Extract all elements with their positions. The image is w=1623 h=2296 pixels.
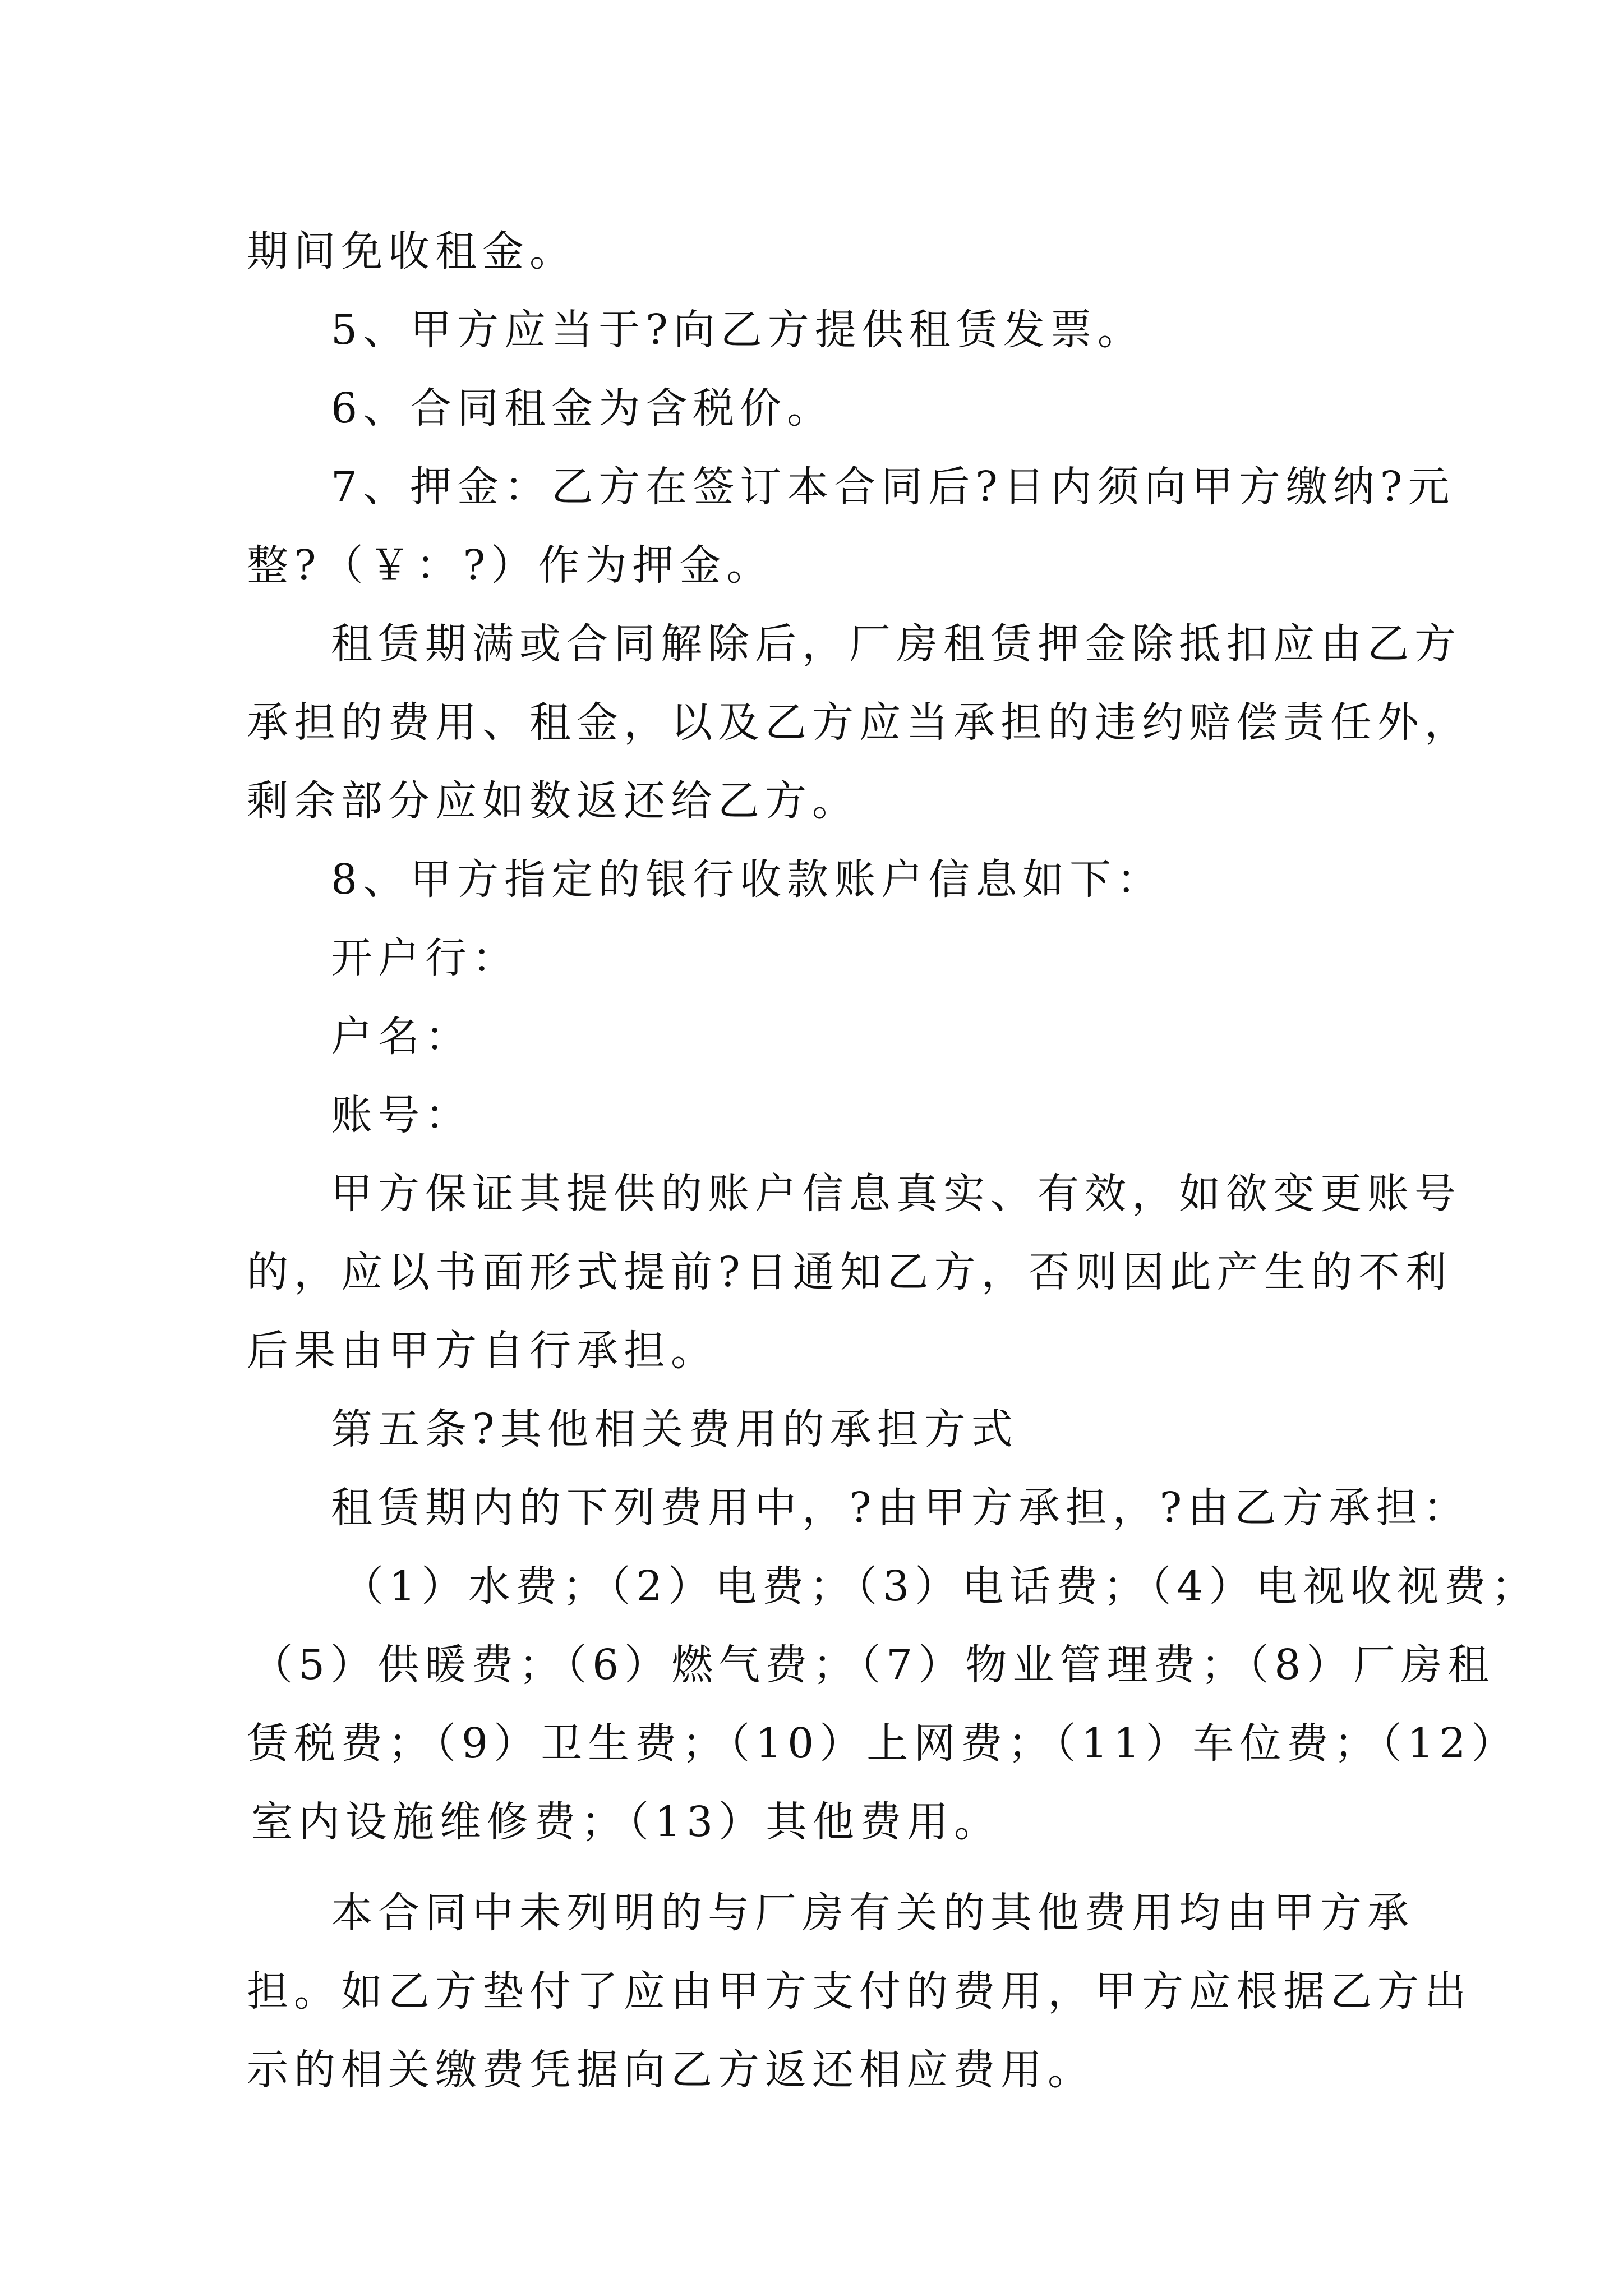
paragraph-line: 剩余部分应如数返还给乙方。 — [247, 777, 859, 825]
paragraph-line: 租赁期满或合同解除后，厂房租赁押金除抵扣应由乙方 — [331, 620, 1461, 668]
document-body — [247, 212, 1539, 2109]
paragraph-line: 承担的费用、租金，以及乙方应当承担的违约赔偿责任外， — [247, 698, 1472, 747]
paragraph-line: 5、甲方应当于?向乙方提供租赁发票。 — [331, 306, 1145, 354]
fee-list-line: 室内设施维修费；（13）其他费用。 — [251, 1798, 1002, 1846]
fee-list-line: （5）供暖费；（6）燃气费；（7）物业管理费；（8）厂房租 — [251, 1641, 1495, 1689]
paragraph-line: 甲方保证其提供的账户信息真实、有效，如欲变更账号 — [331, 1170, 1461, 1218]
article-heading: 第五条?其他相关费用的承担方式 — [331, 1405, 1018, 1453]
paragraph-line: 示的相关缴费凭据向乙方返还相应费用。 — [247, 2046, 1095, 2094]
paragraph-line: 担。如乙方垫付了应由甲方支付的费用，甲方应根据乙方出 — [247, 1967, 1472, 2016]
fee-list-line: （1）水费；（2）电费；（3）电话费；（4）电视收视费； — [342, 1562, 1539, 1611]
paragraph-line: 整?（￥：?）作为押金。 — [247, 541, 774, 590]
paragraph-line: 8、甲方指定的银行收款账户信息如下： — [331, 855, 1164, 904]
bank-field-label: 账号： — [331, 1091, 472, 1139]
bank-field-label: 户名： — [331, 1013, 472, 1061]
paragraph-line: 租赁期内的下列费用中，?由甲方承担，?由乙方承担： — [331, 1484, 1470, 1532]
paragraph-line: 7、押金：乙方在签订本合同后?日内须向甲方缴纳?元 — [331, 463, 1455, 511]
fee-list-line: 赁税费；（9）卫生费；（10）上网费；（11）车位费；（12） — [247, 1719, 1519, 1768]
paragraph-line: 本合同中未列明的与厂房有关的其他费用均由甲方承 — [331, 1889, 1414, 1937]
paragraph-line: 后果由甲方自行承担。 — [247, 1327, 718, 1375]
paragraph-line: 期间免收租金。 — [247, 227, 577, 275]
bank-field-label: 开户行： — [331, 934, 519, 982]
paragraph-line: 的，应以书面形式提前?日通知乙方，否则因此产生的不利 — [247, 1248, 1453, 1296]
paragraph-line: 6、合同租金为含税价。 — [331, 384, 834, 432]
